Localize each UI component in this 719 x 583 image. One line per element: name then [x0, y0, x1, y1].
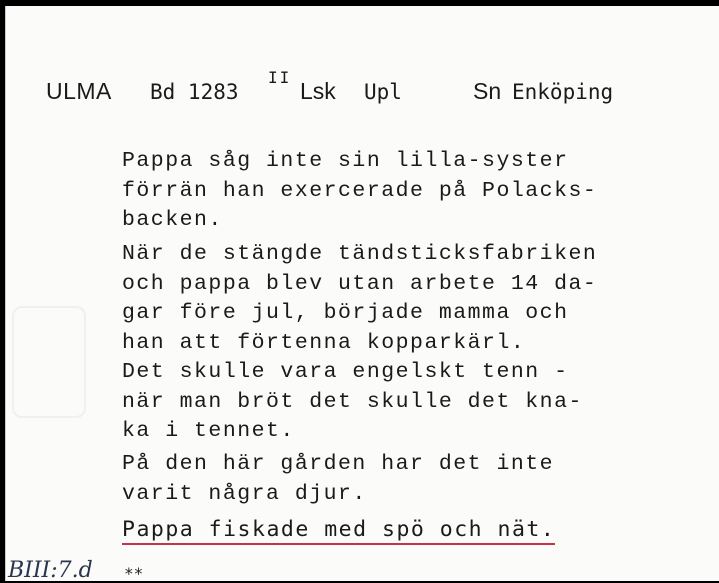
province-code: Lsk: [300, 78, 336, 104]
bleed-through-mark: [12, 306, 86, 418]
parish-name: Enköping: [512, 80, 614, 104]
asterisks-mark: **: [124, 564, 144, 583]
volume-number: Bd 1283: [150, 80, 239, 104]
paragraph-1: Pappa såg inte sin lilla-syster förrän han exercerade på Polacks- backen.: [122, 149, 598, 232]
handwritten-signature: BIII:7.d: [8, 558, 93, 583]
county-code: Upl: [364, 80, 402, 104]
archive-code: ULMA: [46, 78, 112, 104]
card-header: [46, 68, 666, 114]
paragraph-4-underlined: [122, 515, 682, 545]
volume-superscript: II: [268, 68, 292, 87]
paragraph-3: På den här gården har det inte varit några djur.: [122, 452, 555, 506]
paragraph-2: När de stängde tändsticksfabriken och pappa blev utan arbete 14 da- gar före jul, började mamma och han att förtenna kopparkärl. Det skulle vara engelskt tenn - när man bröt det skulle det kna- ka i tennet.: [122, 242, 598, 443]
archive-card: [5, 6, 719, 581]
parish-label: Sn: [473, 78, 502, 104]
underlined-sentence: Pappa fiskade med spö och nät.: [122, 517, 555, 545]
